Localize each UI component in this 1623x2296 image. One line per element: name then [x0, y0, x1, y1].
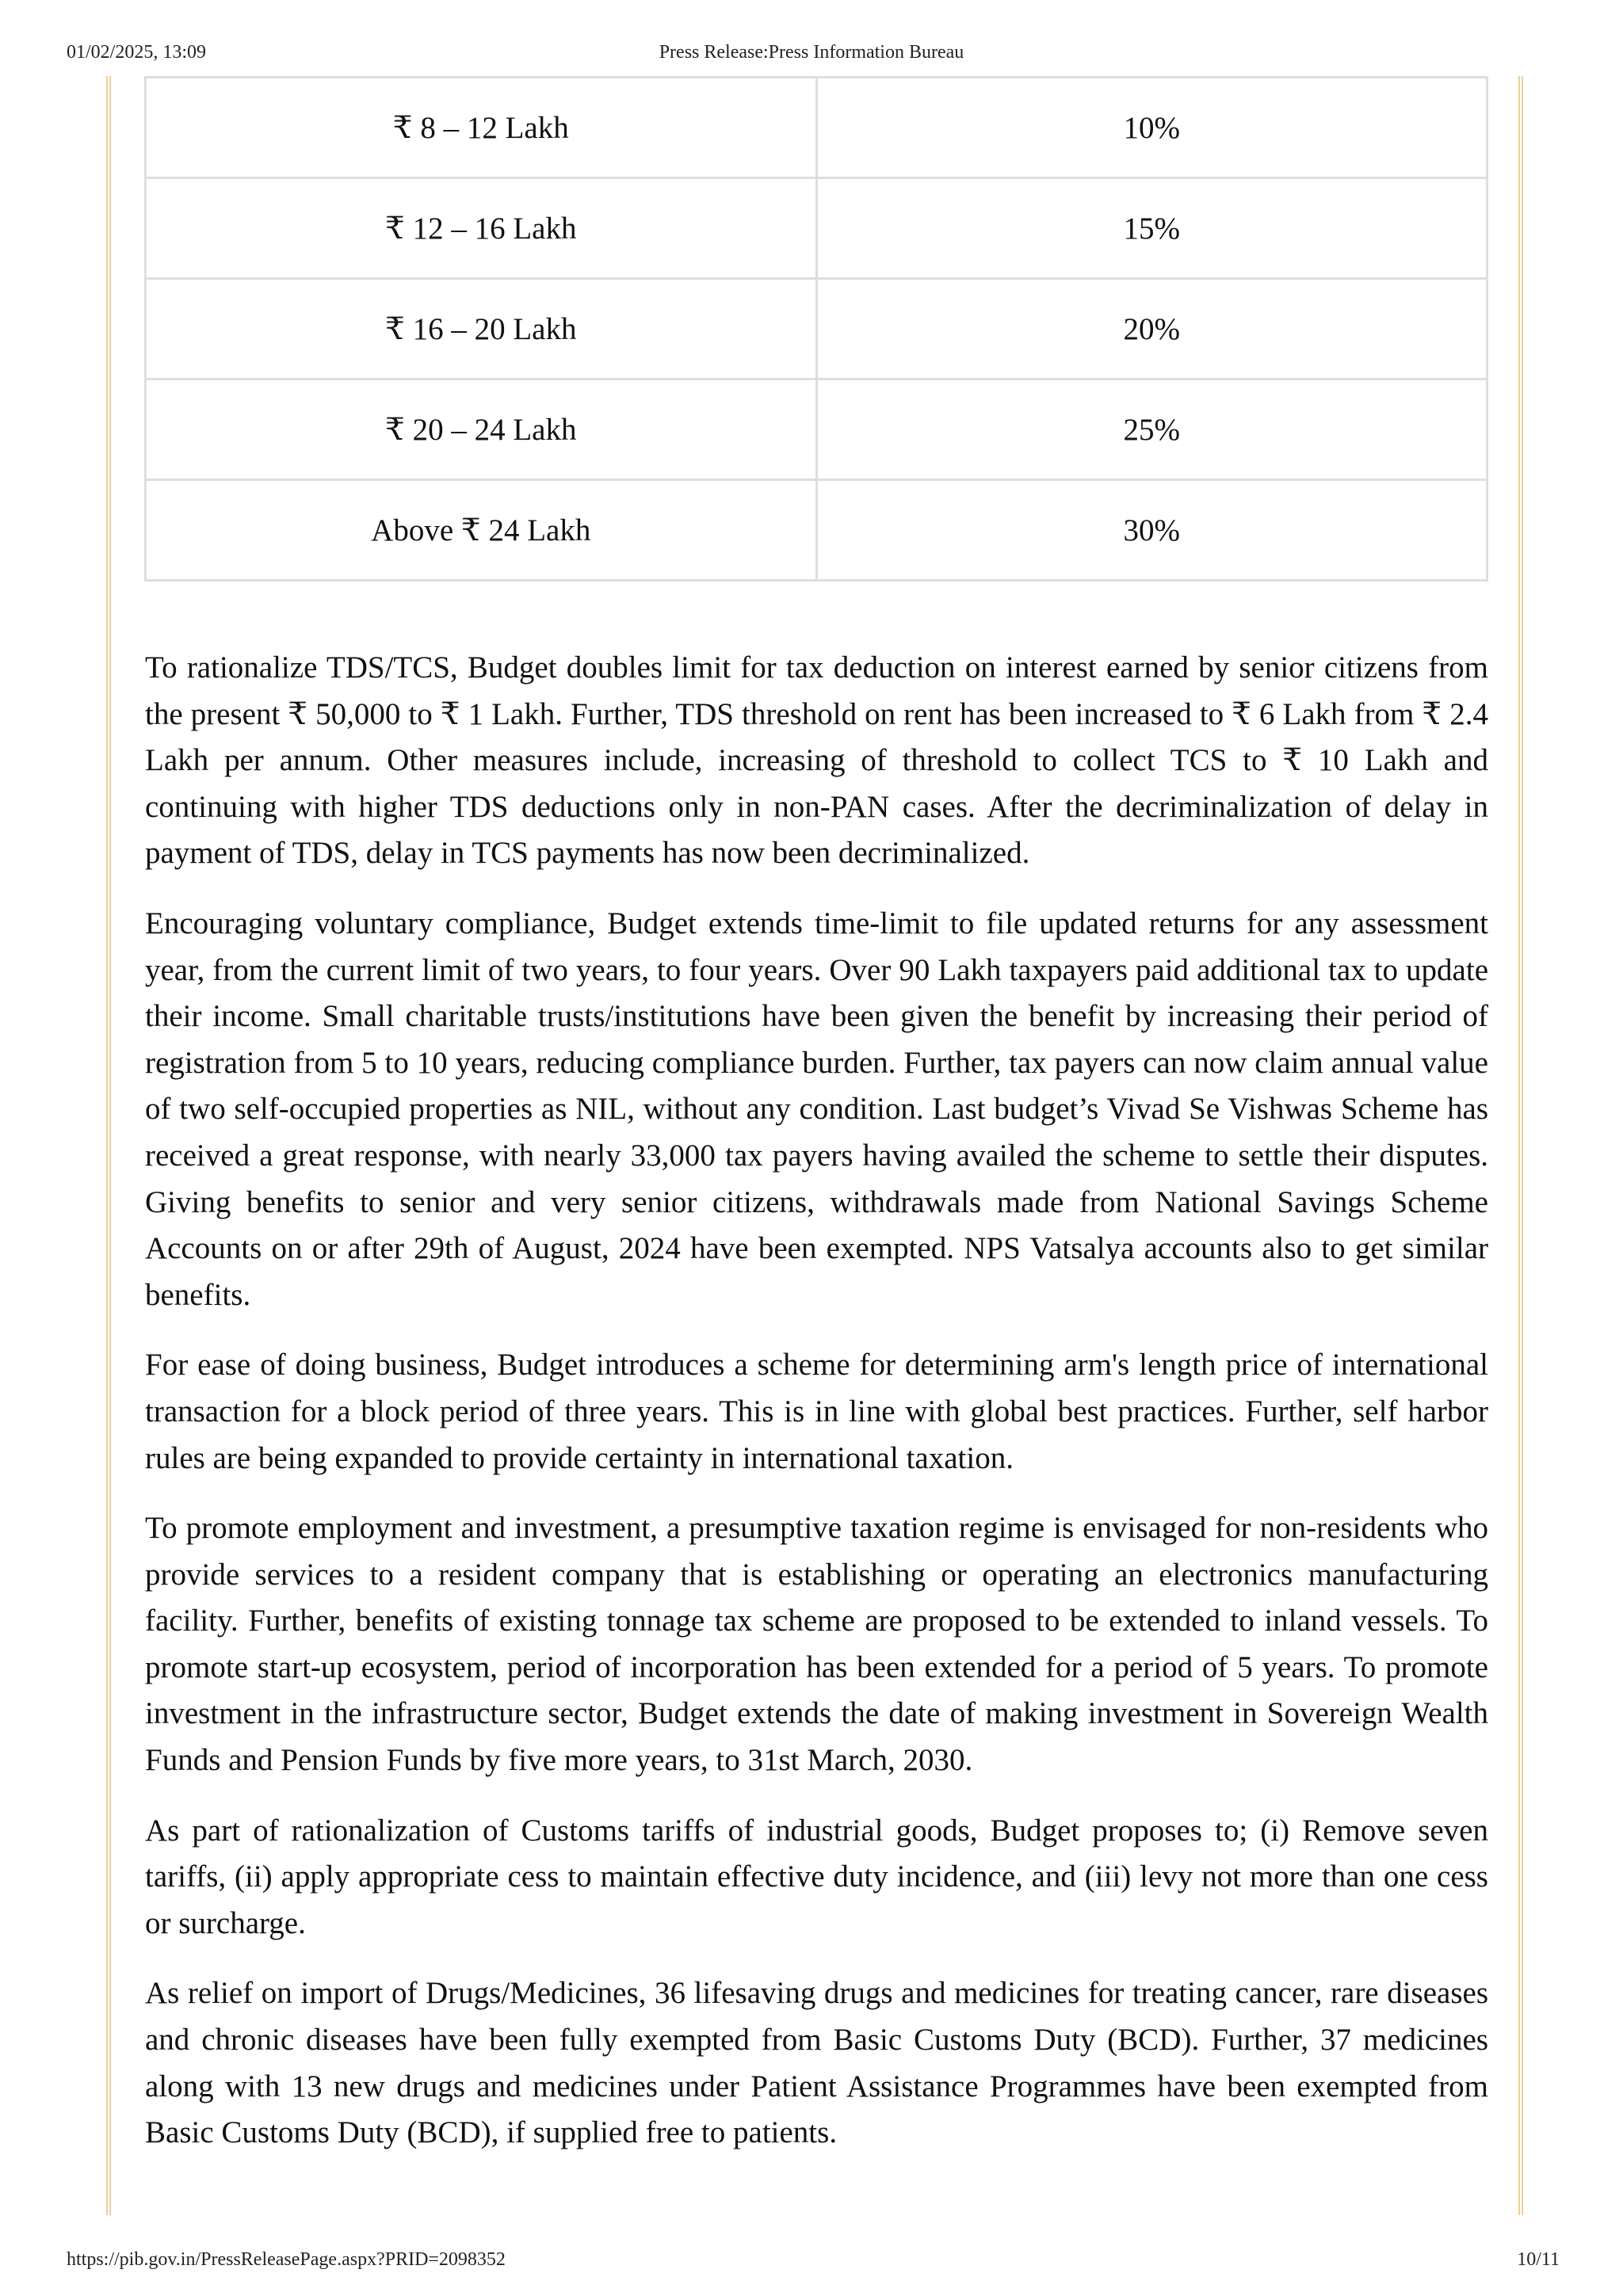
press-release-body: [145, 645, 1488, 2180]
page-header-title: Press Release:Press Information Bureau: [659, 42, 964, 63]
slab-cell: Above ₹ 24 Lakh: [146, 480, 817, 581]
slab-cell: ₹ 12 – 16 Lakh: [146, 178, 817, 279]
rate-cell: 25%: [816, 379, 1487, 480]
page-header-datetime: 01/02/2025, 13:09: [67, 42, 207, 63]
rate-cell: 20%: [816, 279, 1487, 379]
paragraph-tds-tcs: To rationalize TDS/TCS, Budget doubles limit for tax deduction on interest earned by senior citizens from the present ₹ 50,000 to ₹ 1 Lakh. Further, TDS threshold on rent has been increased to ₹ 6 Lakh from ₹ 2.4 Lakh per annum. Other measures include, increasing of threshold to collect TCS to ₹ 10 Lakh and continuing with higher TDS deductions only in non-PAN cases. After the decriminalization of delay in payment of TDS, delay in TCS payments has now been decriminalized.: [145, 650, 1488, 871]
right-border-rail: [1518, 76, 1523, 2215]
source-url-link[interactable]: https://pib.gov.in/PressReleasePage.aspx?PRID=2098352: [67, 2249, 506, 2270]
paragraph-employment-investment: To promote employment and investment, a presumptive taxation regime is envisaged for non-residents who provide services to a resident company that is establishing or operating an electronics manufacturing facility. Further, benefits of existing tonnage tax scheme are proposed to be extended to inland vessels. To promote start-up ecosystem, period of incorporation has been extended for a period of 5 years. To promote investment in the infrastructure sector, Budget extends the date of making investment in Sovereign Wealth Funds and Pension Funds by five more years, to 31st March, 2030.: [145, 1511, 1488, 1778]
table-row: [146, 379, 1487, 480]
paragraph-customs-tariffs: As part of rationalization of Customs tariffs of industrial goods, Budget proposes to; (i) Remove seven tariffs, (ii) apply appropriate cess to maintain effective duty incidence, and (iii) levy not more than one cess or surcharge.: [145, 1813, 1488, 1940]
table-row: [146, 78, 1487, 178]
table-row: [146, 480, 1487, 581]
paragraph-ease-of-business: For ease of doing business, Budget introduces a scheme for determining arm's length price of international transaction for a block period of three years. This is in line with global best practices. Further, self harbor rules are being expanded to provide certainty in international taxation.: [145, 1348, 1488, 1475]
slab-cell: ₹ 8 – 12 Lakh: [146, 78, 817, 178]
rate-cell: 10%: [816, 78, 1487, 178]
tax-slab-table: [144, 76, 1488, 582]
slab-cell: ₹ 16 – 20 Lakh: [146, 279, 817, 379]
page-number: 10/11: [1517, 2249, 1560, 2270]
slab-cell: ₹ 20 – 24 Lakh: [146, 379, 817, 480]
table-row: [146, 279, 1487, 379]
rate-cell: 15%: [816, 178, 1487, 279]
paragraph-drugs-medicines: As relief on import of Drugs/Medicines, 36 lifesaving drugs and medicines for treating cancer, rare diseases and chronic diseases have been fully exempted from Basic Customs Duty (BCD). Further, 37 medicines along with 13 new drugs and medicines under Patient Assistance Programmes have been exempted from Basic Customs Duty (BCD), if supplied free to patients.: [145, 1976, 1488, 2150]
left-border-rail: [106, 76, 111, 2215]
table-row: [146, 178, 1487, 279]
paragraph-voluntary-compliance: Encouraging voluntary compliance, Budget extends time-limit to file updated returns for any assessment year, from the current limit of two years, to four years. Over 90 Lakh taxpayers paid additional tax to update their income. Small charitable trusts/institutions have been given the benefit by increasing their period of registration from 5 to 10 years, reducing compliance burden. Further, tax payers can now claim annual value of two self-occupied properties as NIL, without any condition. Last budget’s Vivad Se Vishwas Scheme has received a great response, with nearly 33,000 tax payers having availed the scheme to settle their disputes. Giving benefits to senior and very senior citizens, withdrawals made from National Savings Scheme Accounts on or after 29th of August, 2024 have been exempted. NPS Vatsalya accounts also to get similar benefits.: [145, 906, 1488, 1312]
rate-cell: 30%: [816, 480, 1487, 581]
